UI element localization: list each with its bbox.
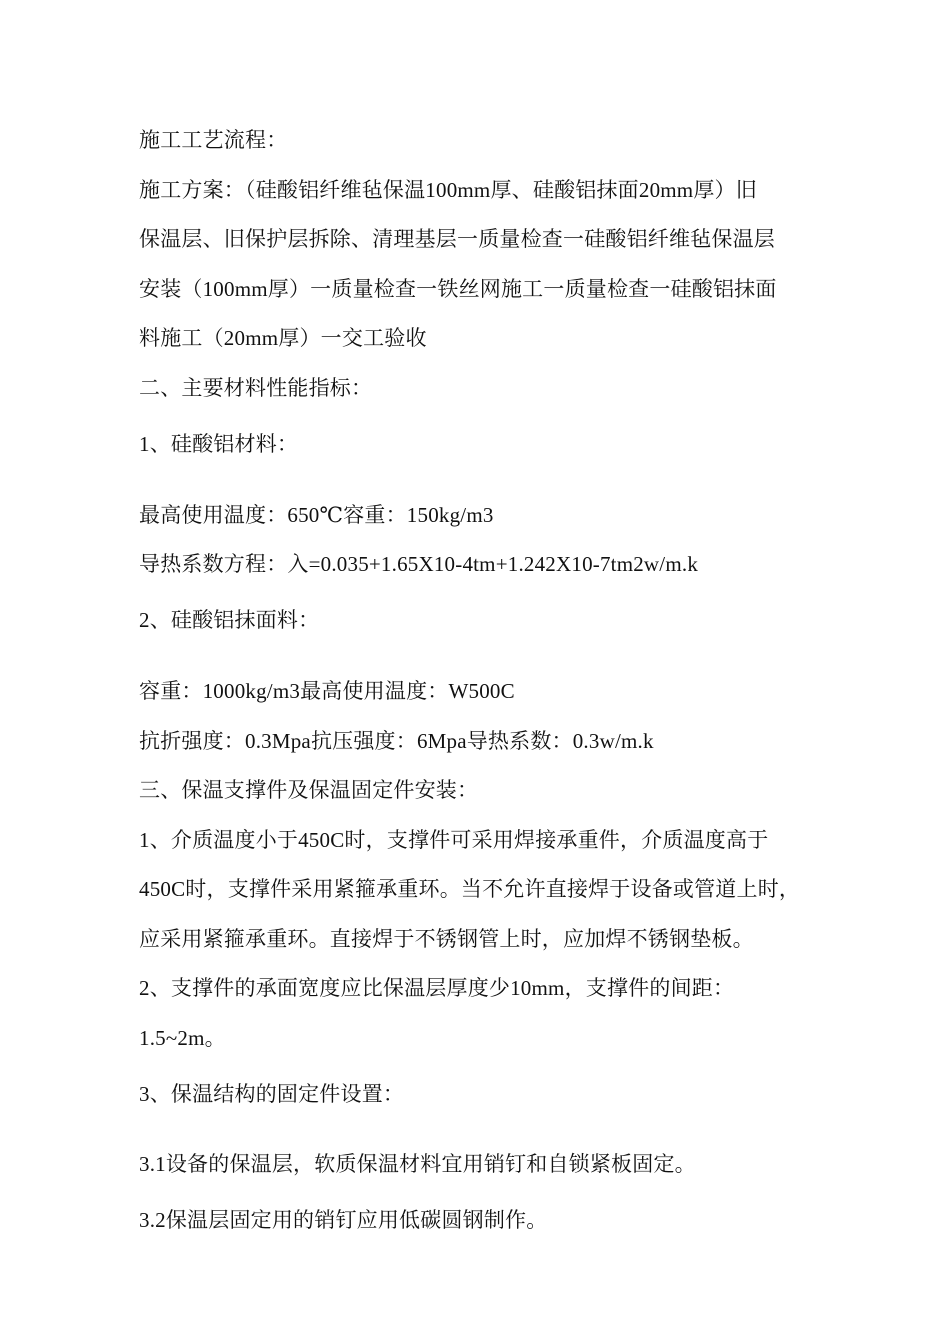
paragraph-line: 安装（100mm厚）一质量检查一铁丝网施工一质量检查一硅酸铝抹面 (139, 277, 777, 301)
paragraph-line: 施工方案：（硅酸铝纤维毡保温100mm厚、硅酸铝抹面20mm厚）旧 (139, 178, 757, 202)
subsection-heading: 2、硅酸铝抹面料： (139, 608, 320, 632)
paragraph-line: 抗折强度：0.3Mpa抗压强度：6Mpa导热系数：0.3w/m.k (139, 729, 654, 753)
paragraph-line: 容重：1000kg/m3最高使用温度：W500C (139, 679, 515, 703)
paragraph-line: 最高使用温度：650℃容重：150kg/m3 (139, 503, 494, 527)
paragraph-line: 保温层、旧保护层拆除、清理基层一质量检查一硅酸铝纤维毡保温层 (139, 227, 775, 251)
paragraph-line: 3.2保温层固定用的销钉应用低碳圆钢制作。 (139, 1208, 548, 1232)
subsection-heading: 3、保温结构的固定件设置： (139, 1082, 405, 1106)
section-heading: 二、主要材料性能指标： (139, 376, 373, 400)
section-heading: 三、保温支撑件及保温固定件安装： (139, 778, 479, 802)
process-heading: 施工工艺流程： (139, 128, 288, 152)
paragraph-line: 2、支撑件的承面宽度应比保温层厚度少10mm，支撑件的间距： (139, 976, 735, 1000)
paragraph-line: 1.5~2m。 (139, 1026, 226, 1050)
paragraph-line: 料施工（20mm厚）一交工验收 (139, 326, 427, 350)
subsection-heading: 1、硅酸铝材料： (139, 432, 299, 456)
paragraph-line: 3.1设备的保温层，软质保温材料宜用销钉和自锁紧板固定。 (139, 1152, 696, 1176)
paragraph-line: 1、介质温度小于450C时，支撑件可采用焊接承重件，介质温度高于 (139, 828, 769, 852)
paragraph-line: 450C时，支撑件采用紧箍承重环。当不允许直接焊于设备或管道上时， (139, 877, 801, 901)
paragraph-line: 导热系数方程：入=0.035+1.65X10-4tm+1.242X10-7tm2w/m.k (139, 552, 699, 576)
paragraph-line: 应采用紧箍承重环。直接焊于不锈钢管上时，应加焊不锈钢垫板。 (139, 927, 754, 951)
